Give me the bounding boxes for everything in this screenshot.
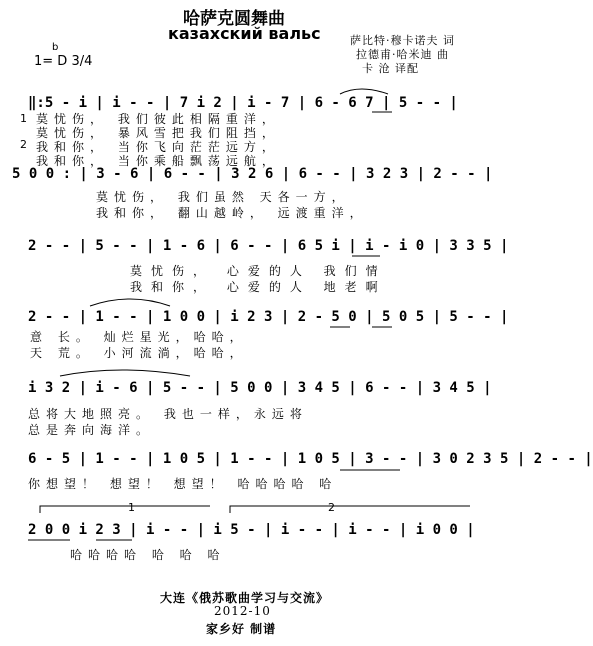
footer-date: 2012-10	[214, 604, 271, 618]
lyricist-credit: 萨比特·穆卡诺夫 词	[350, 34, 455, 47]
system2-lyric-line2: 我和你， 翻山越岭， 远渡重洋，	[96, 206, 368, 220]
footer-source: 大连《俄苏歌曲学习与交流》	[160, 591, 330, 605]
system3-notes: 2 - - | 5 - - | 1 - 6 | 6 - - | 6 5 i | i - i 0 | 3 3 5 |	[28, 238, 509, 254]
slur-mark	[60, 370, 190, 376]
system1-notes: ‖:5 - i | i - - | 7 i 2 | i - 7 | 6 - 6 7 | 5 - - |	[28, 95, 458, 111]
system2-notes: 5 0 0 : | 3 - 6 | 6 - - | 3 2 6 | 6 - - | 3 2 3 | 2 - - |	[12, 166, 493, 182]
system5-lyric-line2: 总是奔向海洋。	[28, 423, 155, 437]
song-title: 哈萨克圆舞曲	[183, 9, 285, 29]
verse2-number: 2	[20, 138, 27, 151]
volta-2-number: 2	[328, 501, 335, 514]
system6-lyric-line1: 你想望！ 想望！ 想望！ 哈哈哈哈 哈	[28, 477, 338, 491]
system4-lyric-line1: 意 长。 灿烂星光，哈哈，	[30, 330, 248, 344]
flat-mark: b	[52, 42, 59, 53]
translator-credit: 卡 沧 译配	[362, 62, 419, 75]
system7-notes: 2 0 0 i 2 3 | i - - | i 5 - | i - - | i - - | i 0 0 |	[28, 522, 475, 538]
slur-mark	[90, 299, 170, 306]
system6-notes: 6 - 5 | 1 - - | 1 0 5 | 1 - - | 1 0 5 | 3 - - | 3 0 2 3 5 | 2 - - |	[28, 451, 593, 467]
song-subtitle: казахский вальс	[168, 24, 321, 43]
system5-notes: i 3 2 | i - 6 | 5 - - | 5 0 0 | 3 4 5 | 6 - - | 3 4 5 |	[28, 380, 492, 396]
verse1-number: 1	[20, 112, 27, 125]
volta-bracket-1	[40, 506, 210, 513]
system4-lyric-line2: 天 荒。 小河流淌，哈哈，	[30, 346, 248, 360]
volta-1-number: 1	[128, 501, 135, 514]
slur-mark	[340, 89, 388, 94]
system2-lyric-line1: 莫忧伤， 我们虽然 天各一方，	[96, 190, 350, 204]
footer-arranger: 家乡好 制谱	[206, 622, 277, 636]
composer-credit: 拉德甫·哈米迪 曲	[356, 48, 449, 61]
system1-lyric-line3: 我和你， 当你飞向茫茫远方，	[36, 140, 280, 154]
system3-lyric-line2: 我和你， 心爱的人 地老啊	[130, 280, 387, 294]
volta-bracket-2	[230, 506, 470, 513]
key-signature: 1= D 3/4	[34, 54, 93, 69]
system7-lyric-line1: 哈哈哈哈 哈 哈 哈	[70, 548, 226, 562]
system1-lyric-line4: 我和你， 当你乘船飘荡远航，	[36, 154, 280, 168]
system1-lyric-line2: 莫忧伤， 暴风雪把我们阻挡，	[36, 126, 280, 140]
system1-lyric-line1: 莫忧伤， 我们彼此相隔重洋，	[36, 112, 280, 126]
system5-lyric-line1: 总将大地照亮。 我也一样，永远将	[28, 407, 308, 421]
system3-lyric-line1: 莫忧伤， 心爱的人 我们情	[130, 264, 387, 278]
system4-notes: 2 - - | 1 - - | 1 0 0 | i 2 3 | 2 - 5 0 | 5 0 5 | 5 - - |	[28, 309, 509, 325]
